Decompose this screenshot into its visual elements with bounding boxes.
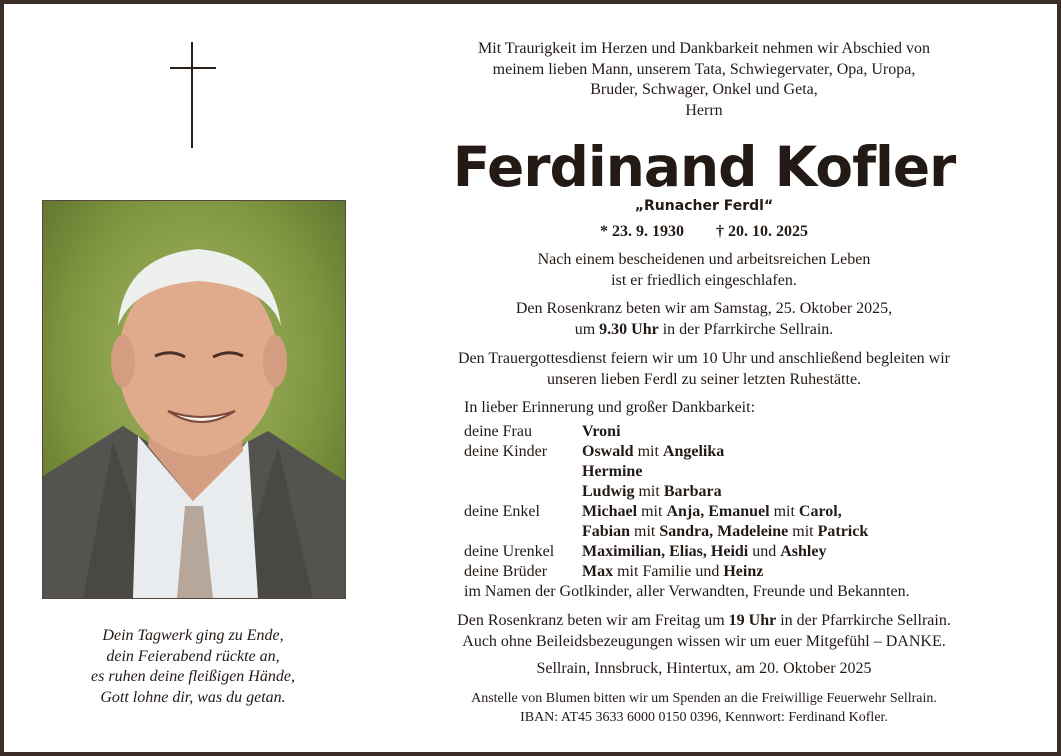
family-value xyxy=(582,462,642,482)
text-span: mit xyxy=(630,523,660,540)
intro-line: meinem lieben Mann, unserem Tata, Schwiegervater, Opa, Uropa, xyxy=(492,60,916,78)
poem-line: es ruhen deine fleißigen Hände, xyxy=(91,668,295,685)
poem-line: Gott lohne dir, was du getan. xyxy=(100,688,286,706)
name: Max xyxy=(582,563,614,580)
on-behalf-line: im Namen der Gotlkinder, aller Verwandten, Freunde und Bekannten. xyxy=(464,583,910,600)
name: Vroni xyxy=(582,423,621,440)
text-span: mit xyxy=(633,443,663,460)
family-value xyxy=(582,562,763,582)
paragraph-line: Auch ohne Beileidsbezeugungen wissen wir um euer Mitgefühl – DANKE. xyxy=(462,632,946,650)
name: Fabian xyxy=(582,523,631,540)
donation-note xyxy=(384,689,1024,727)
death-date: † 20. 10. 2025 xyxy=(716,223,808,240)
rosary-time: 9.30 Uhr xyxy=(599,320,659,338)
name: Heinz xyxy=(723,563,764,580)
family-value xyxy=(582,502,842,522)
name: Hermine xyxy=(582,463,643,480)
name: Oswald xyxy=(582,443,634,460)
paragraph-line xyxy=(384,611,1024,632)
name: Michael xyxy=(582,503,638,520)
text-span: in der Pfarrkirche Sellrain. xyxy=(658,320,834,338)
poem-line: dein Feierabend rückte an, xyxy=(106,647,280,665)
life-paragraph xyxy=(384,250,1024,291)
place-date: Sellrain, Innsbruck, Hintertux, am 20. Oktober 2025 xyxy=(536,660,872,677)
name: Sandra, Madeleine xyxy=(659,523,789,540)
paragraph-line: IBAN: AT45 3633 6000 0150 0396, Kennwort: Ferdinand Kofler. xyxy=(520,710,888,725)
family-label: deine Kinder xyxy=(464,443,548,460)
text-span: in der Pfarrkirche Sellrain. xyxy=(776,612,951,629)
closing-paragraph xyxy=(384,611,1024,652)
name: Carol, xyxy=(798,503,842,520)
paragraph-line: Nach einem bescheidenen und arbeitsreichen Leben xyxy=(537,251,871,268)
name: Anja, Emanuel xyxy=(666,503,770,520)
rosary-paragraph xyxy=(384,299,1024,340)
portrait-photo xyxy=(42,200,346,599)
text-span: Den Rosenkranz beten wir am Freitag um xyxy=(457,612,729,629)
text-span: um xyxy=(574,320,600,338)
text-span: mit xyxy=(788,523,818,540)
memorial-poem xyxy=(24,626,362,708)
intro-line: Herrn xyxy=(685,101,723,119)
family-value xyxy=(582,422,621,442)
name: Barbara xyxy=(663,483,722,500)
paragraph-line: Den Trauergottesdienst feiern wir um 10 Uhr und anschließend begleiten wir xyxy=(457,350,951,367)
paragraph-line xyxy=(384,320,1024,341)
name: Maximilian, Elias, Heidi xyxy=(582,543,749,560)
intro-line: Bruder, Schwager, Onkel und Geta, xyxy=(590,81,818,98)
name: Ashley xyxy=(780,543,827,560)
paragraph-line: Den Rosenkranz beten wir am Samstag, 25. Oktober 2025, xyxy=(515,300,893,317)
paragraph-line: unseren lieben Ferdl zu seiner letzten Ruhestätte. xyxy=(546,370,862,388)
family-label: deine Brüder xyxy=(464,563,548,580)
text-span: mit xyxy=(769,503,799,520)
paragraph-line: ist er friedlich eingeschlafen. xyxy=(611,271,797,289)
nickname: „Runacher Ferdl“ xyxy=(634,198,774,214)
cross-icon xyxy=(170,42,216,148)
name: Ludwig xyxy=(582,483,635,500)
birth-date: * 23. 9. 1930 xyxy=(600,223,684,240)
life-dates xyxy=(384,221,1024,243)
text-span: mit xyxy=(637,503,667,520)
funeral-mass-paragraph xyxy=(384,349,1024,390)
intro-line: Mit Traurigkeit im Herzen und Dankbarkeit nehmen wir Abschied von xyxy=(478,40,930,57)
name: Angelika xyxy=(662,443,725,460)
text-span: und xyxy=(748,543,781,560)
memory-heading: In lieber Erinnerung und großer Dankbarkeit: xyxy=(464,399,756,416)
family-value xyxy=(582,482,722,502)
text-span: mit Familie und xyxy=(613,563,724,580)
family-value xyxy=(582,522,868,542)
family-value xyxy=(582,542,826,562)
intro-text xyxy=(384,39,1024,121)
family-label: deine Frau xyxy=(464,423,532,440)
family-value xyxy=(582,442,724,462)
deceased-name: Ferdinand Kofler xyxy=(452,135,956,199)
poem-line: Dein Tagwerk ging zu Ende, xyxy=(102,627,284,644)
name: Patrick xyxy=(817,523,869,540)
family-label: deine Enkel xyxy=(464,503,540,520)
family-label: deine Urenkel xyxy=(464,543,555,560)
text-span: mit xyxy=(634,483,664,500)
paragraph-line: Anstelle von Blumen bitten wir um Spenden an die Freiwillige Feuerwehr Sellrain. xyxy=(471,691,937,706)
rosary-time: 19 Uhr xyxy=(728,612,777,629)
